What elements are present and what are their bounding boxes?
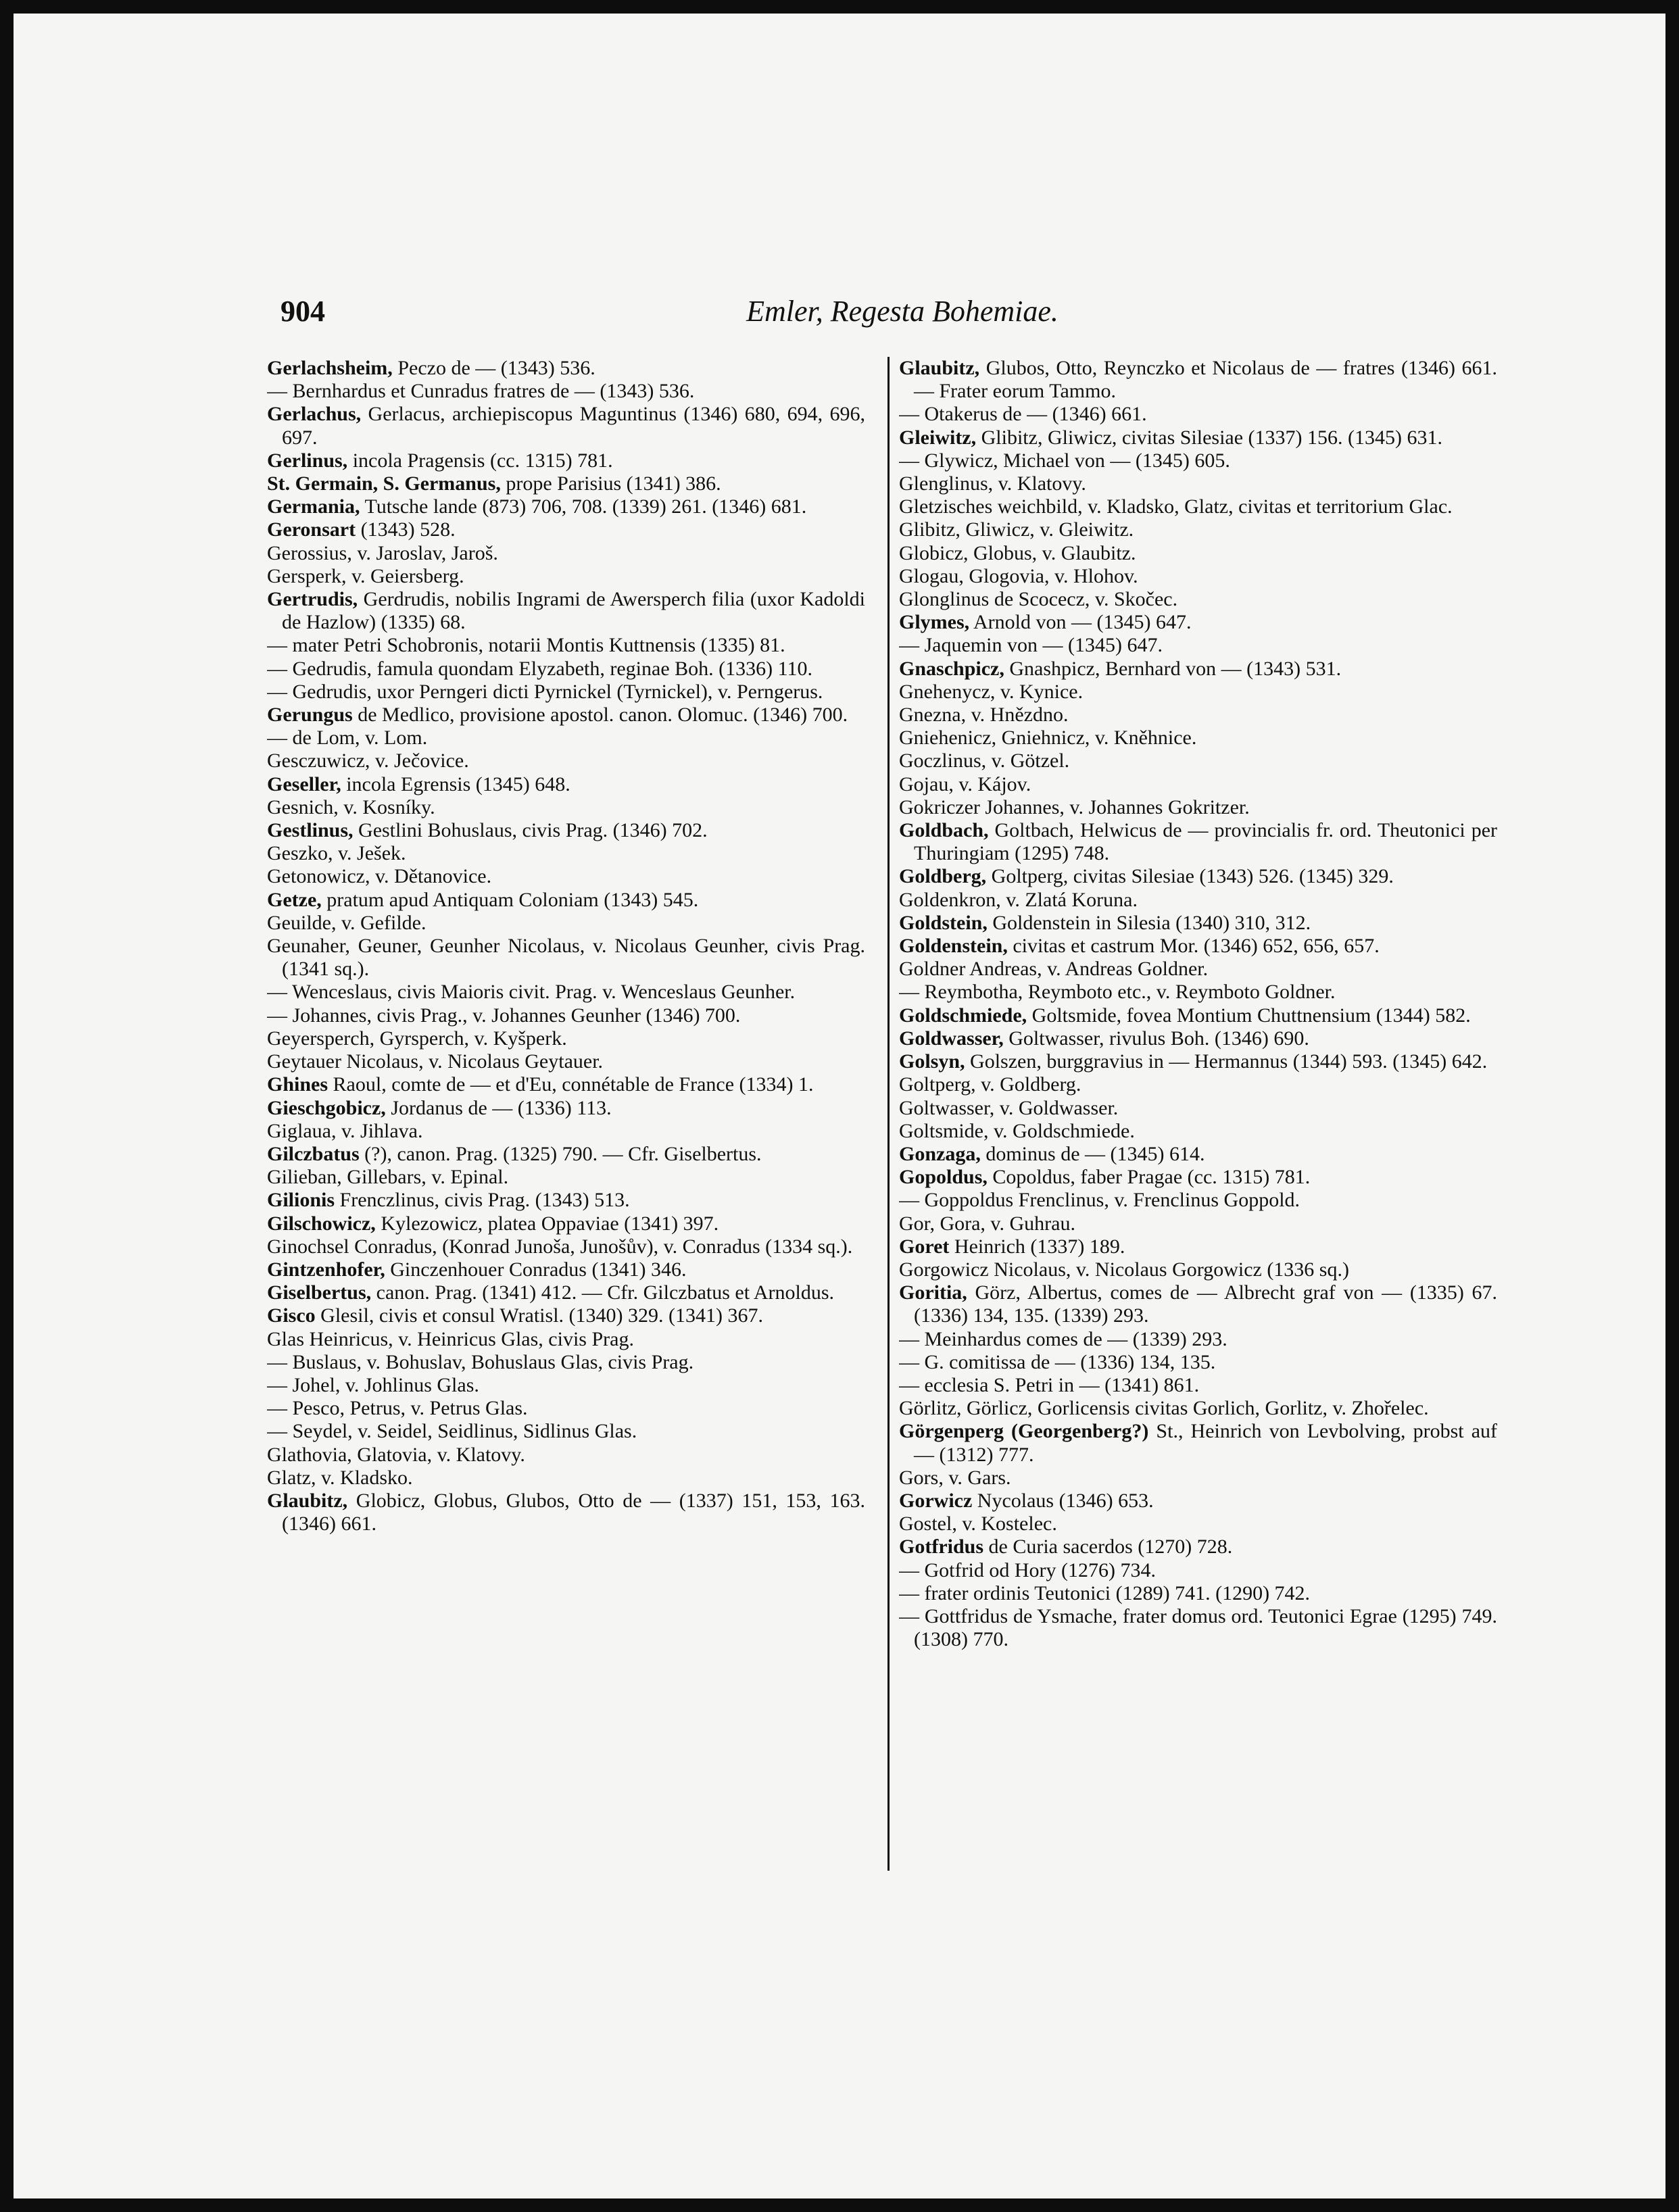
index-entry xyxy=(899,634,1497,657)
index-entry xyxy=(267,1467,865,1490)
index-entry xyxy=(899,704,1497,727)
entry-text: prope Parisius (1341) 386. xyxy=(500,472,721,495)
entry-text: Geytauer Nicolaus, v. Nicolaus Geytauer. xyxy=(267,1050,604,1073)
entry-text: Gersperk, v. Geiersberg. xyxy=(267,564,464,587)
entry-text: Goczlinus, v. Götzel. xyxy=(899,749,1070,772)
entry-headword: Gerlinus, xyxy=(267,449,348,472)
index-entry xyxy=(267,889,865,912)
entry-text: Nycolaus (1346) 653. xyxy=(972,1489,1154,1512)
entry-text: Getonowicz, v. Dětanovice. xyxy=(267,865,492,888)
entry-text: Gostel, v. Kostelec. xyxy=(899,1513,1057,1535)
entry-headword: Gerlachus, xyxy=(267,403,362,426)
entry-text: — Wenceslaus, civis Maioris civit. Prag. v. Wenceslaus Geunher. xyxy=(267,981,796,1004)
entry-text: Golszen, burggravius in — Hermannus (1344) 593. (1345) 642. xyxy=(965,1050,1488,1073)
index-entry xyxy=(899,426,1497,449)
index-entry xyxy=(899,1027,1497,1050)
index-entry xyxy=(267,1166,865,1189)
entry-text: Gokriczer Johannes, v. Johannes Gokritzer. xyxy=(899,795,1250,818)
entry-headword: Goritia, xyxy=(899,1281,967,1304)
index-entry xyxy=(267,1490,865,1535)
index-entry xyxy=(267,935,865,981)
entry-text: Globicz, Globus, Glubos, Otto de — (1337) 151, 153, 163. (1346) 661. xyxy=(282,1489,865,1535)
index-entry xyxy=(267,472,865,495)
index-entry xyxy=(267,1444,865,1467)
entry-text: Geszko, v. Ješek. xyxy=(267,842,406,865)
entry-headword: Glaubitz, xyxy=(899,357,980,379)
index-entry xyxy=(267,357,865,380)
page-number: 904 xyxy=(281,295,325,328)
entry-headword: Glymes, xyxy=(899,611,970,634)
entry-text: Glatz, v. Kladsko. xyxy=(267,1466,413,1489)
index-entry xyxy=(899,1351,1497,1374)
index-entry xyxy=(899,796,1497,819)
entry-headword: Gintzenhofer, xyxy=(267,1258,385,1281)
entry-text: civitas et castrum Mor. (1346) 652, 656, 657. xyxy=(1007,935,1380,958)
index-entry xyxy=(267,380,865,403)
entry-text: pratum apud Antiquam Coloniam (1343) 545. xyxy=(321,888,699,911)
entry-text: Glathovia, Glatovia, v. Klatovy. xyxy=(267,1443,525,1466)
entry-headword: Gilionis xyxy=(267,1189,335,1212)
index-entry xyxy=(899,1097,1497,1120)
index-entry xyxy=(899,1143,1497,1166)
entry-text: dominus de — (1345) 614. xyxy=(980,1142,1205,1165)
index-entry xyxy=(899,1490,1497,1513)
index-entry xyxy=(267,681,865,704)
entry-text: Gnehenycz, v. Kynice. xyxy=(899,680,1084,703)
entry-text: — Glywicz, Michael von — (1345) 605. xyxy=(899,449,1230,472)
index-entry xyxy=(899,727,1497,749)
entry-headword: St. Germain, S. Germanus, xyxy=(267,472,501,495)
entry-text: — frater ordinis Teutonici (1289) 741. (1290) 742. xyxy=(899,1581,1311,1604)
entry-headword: Ghines xyxy=(267,1073,328,1096)
entry-headword: Goret xyxy=(899,1235,950,1258)
index-entry xyxy=(899,611,1497,634)
index-entry xyxy=(267,1097,865,1120)
entry-text: Glibitz, Gliwicz, v. Gleiwitz. xyxy=(899,518,1134,541)
entry-text: — Pesco, Petrus, v. Petrus Glas. xyxy=(267,1397,528,1420)
index-entry xyxy=(899,1559,1497,1582)
entry-text: — Goppoldus Frenclinus, v. Frenclinus Goppold. xyxy=(899,1189,1300,1212)
entry-text: (?), canon. Prag. (1325) 790. — Cfr. Giselbertus. xyxy=(359,1142,762,1165)
index-entry xyxy=(899,1166,1497,1189)
entry-headword: Geseller, xyxy=(267,772,341,795)
index-entry xyxy=(899,1397,1497,1420)
entry-text: Geunaher, Geuner, Geunher Nicolaus, v. Nicolaus Geunher, civis Prag. (1341 sq.). xyxy=(267,935,865,981)
entry-headword: Gieschgobicz, xyxy=(267,1096,386,1119)
entry-text: Goldenstein in Silesia (1340) 310, 312. xyxy=(987,911,1311,934)
index-entry xyxy=(267,1328,865,1351)
entry-headword: Gnaschpicz, xyxy=(899,657,1004,680)
index-entry xyxy=(267,749,865,772)
entry-text: Ginczenhouer Conradus (1341) 346. xyxy=(385,1258,687,1281)
index-entry xyxy=(267,403,865,449)
entry-headword: Gonzaga, xyxy=(899,1142,981,1165)
entry-text: Gorgowicz Nicolaus, v. Nicolaus Gorgowicz (1336 sq.) xyxy=(899,1258,1349,1281)
entry-text: — Gedrudis, famula quondam Elyzabeth, reginae Boh. (1336) 110. xyxy=(267,657,813,680)
entry-text: Gojau, v. Kájov. xyxy=(899,772,1031,795)
entry-text: Gors, v. Gars. xyxy=(899,1466,1011,1489)
index-entry xyxy=(267,981,865,1004)
entry-text: incola Pragensis (cc. 1315) 781. xyxy=(347,449,613,472)
index-entry xyxy=(899,1050,1497,1073)
index-entry xyxy=(267,1235,865,1258)
entry-text: Globicz, Globus, v. Glaubitz. xyxy=(899,541,1136,564)
entry-text: — mater Petri Schobronis, notarii Montis Kuttnensis (1335) 81. xyxy=(267,634,785,657)
index-entry xyxy=(267,1258,865,1281)
entry-headword: Gorwicz xyxy=(899,1489,973,1512)
index-entry xyxy=(899,958,1497,981)
page-header xyxy=(281,294,1524,341)
index-entry xyxy=(267,842,865,865)
entry-text: — Johel, v. Johlinus Glas. xyxy=(267,1373,479,1396)
index-entry xyxy=(267,542,865,565)
index-entry xyxy=(899,1281,1497,1327)
entry-headword: Gilczbatus xyxy=(267,1142,360,1165)
entry-text: — Meinhardus comes de — (1339) 293. xyxy=(899,1327,1227,1350)
right-column xyxy=(899,357,1497,1651)
index-entry xyxy=(899,357,1497,403)
entry-text: — Gottfridus de Ysmache, frater domus ord. Teutonici Egrae (1295) 749. (1308) 770. xyxy=(899,1604,1497,1651)
entry-text: — G. comitissa de — (1336) 134, 135. xyxy=(899,1350,1216,1373)
index-entry xyxy=(899,1467,1497,1490)
index-entry xyxy=(899,935,1497,958)
index-entry xyxy=(899,912,1497,935)
entry-text: Görlitz, Görlicz, Gorlicensis civitas Gorlich, Gorlitz, v. Zhořelec. xyxy=(899,1397,1429,1420)
entry-headword: Görgenperg (Georgenberg?) xyxy=(899,1420,1149,1443)
entry-text: — ecclesia S. Petri in — (1341) 861. xyxy=(899,1373,1200,1396)
index-entry xyxy=(267,588,865,634)
entry-text: Glas Heinricus, v. Heinricus Glas, civis Prag. xyxy=(267,1327,634,1350)
entry-text: Copoldus, faber Pragae (cc. 1315) 781. xyxy=(987,1166,1311,1189)
index-entry xyxy=(899,889,1497,912)
entry-text: — Johannes, civis Prag., v. Johannes Geunher (1346) 700. xyxy=(267,1004,741,1027)
index-entry xyxy=(267,565,865,588)
entry-text: Gestlini Bohuslaus, civis Prag. (1346) 702. xyxy=(353,819,708,842)
entry-text: Goltwasser, v. Goldwasser. xyxy=(899,1096,1119,1119)
entry-headword: Giselbertus, xyxy=(267,1281,372,1304)
index-entry xyxy=(899,981,1497,1004)
entry-headword: Gotfridus xyxy=(899,1535,984,1558)
index-entry xyxy=(899,1004,1497,1027)
entry-headword: Goldschmiede, xyxy=(899,1004,1027,1027)
entry-headword: Gerungus xyxy=(267,704,353,727)
entry-headword: Goldberg, xyxy=(899,865,987,888)
index-entry xyxy=(267,819,865,842)
entry-text: Glibitz, Gliwicz, civitas Silesiae (1337) 156. (1345) 631. xyxy=(976,426,1443,449)
index-entry xyxy=(899,1328,1497,1351)
entry-text: Gniehenicz, Gniehnicz, v. Kněhnice. xyxy=(899,727,1197,749)
index-entry xyxy=(267,1351,865,1374)
entry-text: Jordanus de — (1336) 113. xyxy=(385,1096,612,1119)
entry-text: Geyersperch, Gyrsperch, v. Kyšperk. xyxy=(267,1027,567,1050)
entry-text: Gesczuwicz, v. Ječovice. xyxy=(267,749,469,772)
index-entry xyxy=(267,518,865,541)
entry-text: — Gedrudis, uxor Perngeri dicti Pyrnickel (Tyrnickel), v. Perngerus. xyxy=(267,680,823,703)
entry-headword: Goldstein, xyxy=(899,911,988,934)
entry-headword: Geronsart xyxy=(267,518,356,541)
entry-text: de Medlico, provisione apostol. canon. Olomuc. (1346) 700. xyxy=(352,704,848,727)
index-entry xyxy=(267,495,865,518)
index-entry xyxy=(267,1189,865,1212)
entry-text: — Bernhardus et Cunradus fratres de — (1343) 536. xyxy=(267,380,695,403)
entry-text: Gerossius, v. Jaroslav, Jaroš. xyxy=(267,541,498,564)
index-entry xyxy=(267,1397,865,1420)
entry-text: — Reymbotha, Reymboto etc., v. Reymboto Goldner. xyxy=(899,981,1336,1004)
entry-text: Goldenkron, v. Zlatá Koruna. xyxy=(899,888,1138,911)
entry-text: de Curia sacerdos (1270) 728. xyxy=(983,1535,1233,1558)
entry-text: Giglaua, v. Jihlava. xyxy=(267,1119,423,1142)
entry-text: Raoul, comte de — et d'Eu, connétable de France (1334) 1. xyxy=(328,1073,814,1096)
index-entry xyxy=(899,565,1497,588)
index-entry xyxy=(899,542,1497,565)
entry-text: Görz, Albertus, comes de — Albrecht graf von — (1335) 67. (1336) 134, 135. (1339) 293. xyxy=(914,1281,1497,1327)
entry-headword: Gopoldus, xyxy=(899,1166,988,1189)
entry-text: Goltperg, v. Goldberg. xyxy=(899,1073,1081,1096)
index-entry xyxy=(267,865,865,888)
index-entry xyxy=(899,819,1497,865)
index-entry xyxy=(899,1120,1497,1143)
entry-text: Arnold von — (1345) 647. xyxy=(969,611,1192,634)
index-entry xyxy=(267,634,865,657)
index-entry xyxy=(267,704,865,727)
index-entry xyxy=(267,1143,865,1166)
index-entry xyxy=(899,449,1497,472)
index-entry xyxy=(267,1212,865,1235)
index-entry xyxy=(267,1027,865,1050)
index-entry xyxy=(899,1235,1497,1258)
index-entry xyxy=(899,588,1497,611)
index-entry xyxy=(899,472,1497,495)
entry-text: Glonglinus de Scocecz, v. Skočec. xyxy=(899,588,1178,611)
entry-headword: Goldenstein, xyxy=(899,935,1008,958)
entry-headword: Gerlachsheim, xyxy=(267,357,393,379)
index-entry xyxy=(899,1374,1497,1397)
entry-text: Goltwasser, rivulus Boh. (1346) 690. xyxy=(1003,1027,1309,1050)
entry-text: canon. Prag. (1341) 412. — Cfr. Gilczbatus et Arnoldus. xyxy=(371,1281,835,1304)
index-entry xyxy=(899,1189,1497,1212)
index-entry xyxy=(899,1258,1497,1281)
entry-text: Glogau, Glogovia, v. Hlohov. xyxy=(899,564,1138,587)
index-entry xyxy=(267,1304,865,1327)
entry-text: — Jaquemin von — (1345) 647. xyxy=(899,634,1163,657)
entry-text: Gnashpicz, Bernhard von — (1343) 531. xyxy=(1004,657,1342,680)
entry-text: Gerdrudis, nobilis Ingrami de Awersperch filia (uxor Kadoldi de Hazlow) (1335) 68. xyxy=(282,588,865,634)
entry-text: Goltsmide, v. Goldschmiede. xyxy=(899,1119,1135,1142)
index-entry xyxy=(267,1050,865,1073)
index-entry xyxy=(267,773,865,796)
entry-headword: Gestlinus, xyxy=(267,819,354,842)
index-entry xyxy=(267,912,865,935)
index-entry xyxy=(899,518,1497,541)
index-entry xyxy=(899,495,1497,518)
entry-text: Glenglinus, v. Klatovy. xyxy=(899,472,1086,495)
index-entry xyxy=(899,1513,1497,1535)
entry-text: Goltsmide, fovea Montium Chuttnensium (1344) 582. xyxy=(1027,1004,1471,1027)
entry-text: incola Egrensis (1345) 648. xyxy=(341,772,570,795)
entry-headword: Glaubitz, xyxy=(267,1489,348,1512)
entry-text: — Buslaus, v. Bohuslav, Bohuslaus Glas, civis Prag. xyxy=(267,1350,694,1373)
entry-headword: Golsyn, xyxy=(899,1050,965,1073)
index-entry xyxy=(267,727,865,749)
entry-text: — de Lom, v. Lom. xyxy=(267,727,428,749)
entry-text: Gesnich, v. Kosníky. xyxy=(267,795,435,818)
entry-text: Geuilde, v. Gefilde. xyxy=(267,911,427,934)
index-entry xyxy=(267,449,865,472)
index-entry xyxy=(899,1212,1497,1235)
entry-text: Goltperg, civitas Silesiae (1343) 526. (1345) 329. xyxy=(986,865,1394,888)
entry-text: Gletzisches weichbild, v. Kladsko, Glatz, civitas et territorium Glac. xyxy=(899,495,1453,518)
index-entry xyxy=(899,403,1497,426)
index-entry xyxy=(267,1420,865,1443)
running-title: Emler, Regesta Bohemiae. xyxy=(746,295,1058,328)
index-entry xyxy=(899,1605,1497,1651)
index-entry xyxy=(899,1420,1497,1466)
index-entry xyxy=(899,658,1497,681)
index-entry xyxy=(899,865,1497,888)
index-entry xyxy=(899,1073,1497,1096)
entry-headword: Gisco xyxy=(267,1304,316,1327)
entry-text: Ginochsel Conradus, (Konrad Junoša, Junošův), v. Conradus (1334 sq.). xyxy=(267,1235,853,1258)
entry-text: Heinrich (1337) 189. xyxy=(949,1235,1125,1258)
entry-text: Goltbach, Helwicus de — provincialis fr. ord. Theutonici per Thuringiam (1295) 748. xyxy=(914,819,1497,865)
entry-text: — Seydel, v. Seidel, Seidlinus, Sidlinus Glas. xyxy=(267,1420,637,1443)
entry-headword: Goldbach, xyxy=(899,819,989,842)
index-entry xyxy=(899,773,1497,796)
entry-headword: Getze, xyxy=(267,888,322,911)
entry-text: Frenczlinus, civis Prag. (1343) 513. xyxy=(335,1189,630,1212)
index-entry xyxy=(267,1374,865,1397)
entry-text: — Gotfrid od Hory (1276) 734. xyxy=(899,1558,1156,1581)
index-entry xyxy=(899,681,1497,704)
entry-headword: Germania, xyxy=(267,495,360,518)
entry-text: Tutsche lande (873) 706, 708. (1339) 261. (1346) 681. xyxy=(360,495,807,518)
index-entry xyxy=(899,1535,1497,1558)
index-entry xyxy=(267,658,865,681)
index-entry xyxy=(899,749,1497,772)
index-entry xyxy=(267,1004,865,1027)
index-entry xyxy=(899,1582,1497,1605)
entry-text: Gilieban, Gillebars, v. Epinal. xyxy=(267,1166,509,1189)
index-entry xyxy=(267,1073,865,1096)
entry-text: St., Heinrich von Levbolving, probst auf — (1312) 777. xyxy=(914,1420,1497,1466)
entry-headword: Goldwasser, xyxy=(899,1027,1004,1050)
entry-text: Gnezna, v. Hnězdno. xyxy=(899,704,1069,727)
entry-text: Gor, Gora, v. Guhrau. xyxy=(899,1212,1075,1235)
entry-text: Goldner Andreas, v. Andreas Goldner. xyxy=(899,958,1209,981)
column-divider xyxy=(887,357,890,1871)
entry-text: Peczo de — (1343) 536. xyxy=(392,357,595,379)
entry-text: Glubos, Otto, Reynczko et Nicolaus de — fratres (1346) 661. — Frater eorum Tammo. xyxy=(914,357,1497,403)
index-entry xyxy=(267,1120,865,1143)
entry-text: Kylezowicz, platea Oppaviae (1341) 397. xyxy=(375,1212,719,1235)
entry-headword: Gilschowicz, xyxy=(267,1212,376,1235)
index-entry xyxy=(267,796,865,819)
entry-text: — Otakerus de — (1346) 661. xyxy=(899,403,1147,426)
entry-headword: Gleiwitz, xyxy=(899,426,977,449)
entry-text: Gerlacus, archiepiscopus Maguntinus (1346) 680, 694, 696, 697. xyxy=(282,403,865,449)
entry-text: (1343) 528. xyxy=(356,518,456,541)
entry-headword: Gertrudis, xyxy=(267,588,358,611)
left-column xyxy=(267,357,865,1535)
index-entry xyxy=(267,1281,865,1304)
entry-text: Glesil, civis et consul Wratisl. (1340) 329. (1341) 367. xyxy=(315,1304,763,1327)
